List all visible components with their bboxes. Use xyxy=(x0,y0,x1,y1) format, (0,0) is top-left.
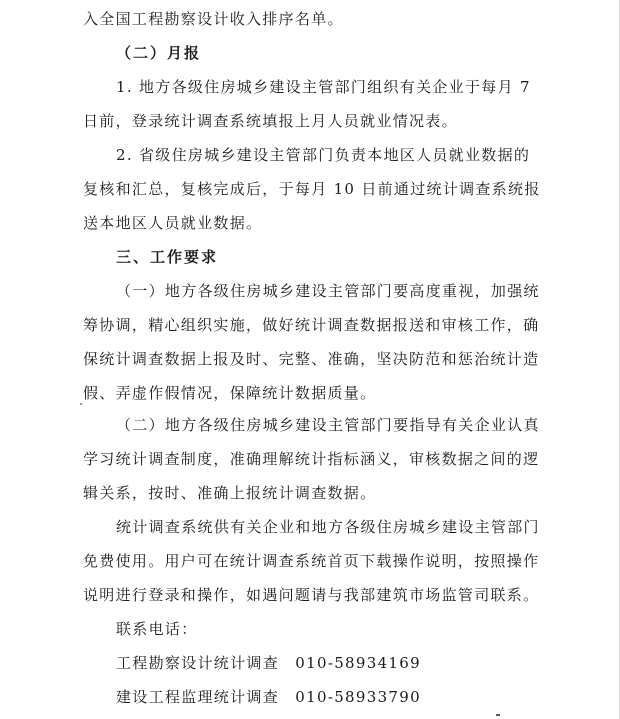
body-text-line: 筹协调，精心组织实施，做好统计调查数据报送和审核工作，确 xyxy=(83,316,540,334)
body-text-line: 免费使用。用户可在统计调查系统首页下载操作说明，按照操作 xyxy=(83,552,540,570)
body-text-line: 辑关系，按时、准确上报统计调查数据。 xyxy=(83,484,377,502)
body-text-line: 说明进行登录和操作，如遇问题请与我部建筑市场监管司联系。 xyxy=(83,586,540,604)
contact-line-supervision: 建设工程监理统计调查 010-58933790 xyxy=(116,688,421,706)
subheading-monthly-report: （二）月报 xyxy=(116,44,202,62)
section-heading-work-requirements: 三、工作要求 xyxy=(116,248,219,266)
body-text-line: 保统计调查数据上报及时、完整、准确，坚决防范和惩治统计造 xyxy=(83,350,540,368)
body-text-line: 2. 省级住房城乡建设主管部门负责本地区人员就业数据的 xyxy=(116,146,531,164)
scan-mark xyxy=(496,714,500,716)
body-text-line: 入全国工程勘察设计收入排序名单。 xyxy=(83,10,344,28)
scan-speck xyxy=(80,403,82,405)
body-text-line: 日前，登录统计调查系统填报上月人员就业情况表。 xyxy=(83,112,458,130)
contact-label: 联系电话： xyxy=(116,620,198,638)
body-text-line: （一）地方各级住房城乡建设主管部门要高度重视，加强统 xyxy=(116,282,540,300)
body-text-line: 假、弄虚作假情况，保障统计数据质量。 xyxy=(83,384,377,402)
contact-line-survey-design: 工程勘察设计统计调查 010-58934169 xyxy=(116,654,421,672)
body-text-line: （二）地方各级住房城乡建设主管部门要指导有关企业认真 xyxy=(116,416,540,434)
body-text-line: 统计调查系统供有关企业和地方各级住房城乡建设主管部门 xyxy=(116,518,540,536)
body-text-line: 送本地区人员就业数据。 xyxy=(83,214,263,232)
body-text-line: 1. 地方各级住房城乡建设主管部门组织有关企业于每月 7 xyxy=(116,78,531,96)
body-text-line: 复核和汇总，复核完成后，于每月 10 日前通过统计调查系统报 xyxy=(83,180,541,198)
body-text-line: 学习统计调查制度，准确理解统计指标涵义，审核数据之间的逻 xyxy=(83,450,540,468)
